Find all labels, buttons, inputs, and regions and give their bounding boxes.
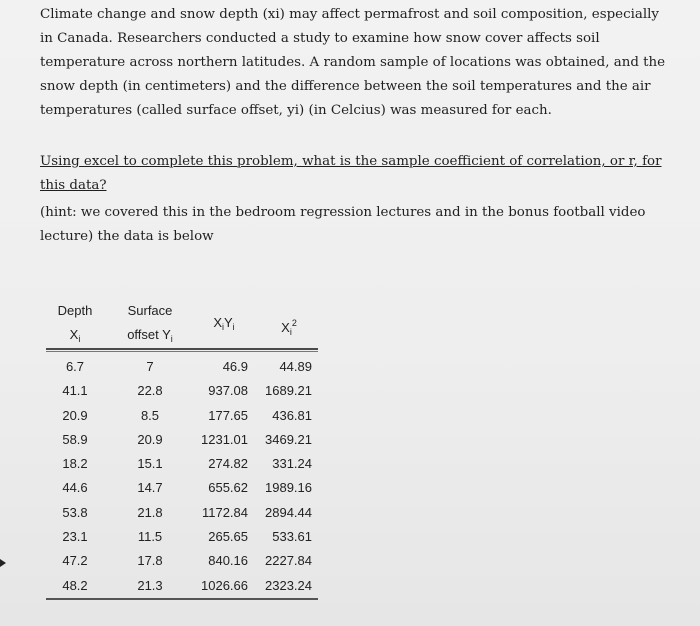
header-surface-var: offset $Y_i$ [127, 327, 173, 344]
cell-xy: 1026.66 [201, 577, 248, 593]
cell-depth: 23.1 [62, 529, 88, 545]
cell-x-squared: 3469.21 [265, 431, 312, 447]
table-row [46, 382, 318, 406]
cell-xy: 274.82 [208, 456, 248, 472]
cell-xy: 1231.01 [201, 431, 248, 447]
header-depth-label: Depth [57, 303, 93, 318]
cell-depth: 18.2 [62, 456, 88, 472]
table-row [46, 455, 318, 479]
problem-hint: (hint: we covered this in the bedroom regression lectures and in the bonus football video lecture) the data is below [40, 205, 646, 244]
cell-depth: 48.2 [62, 577, 88, 593]
cell-surface-offset: 21.8 [137, 504, 163, 520]
cell-surface-offset: 20.9 [137, 431, 163, 447]
cell-surface-offset: 15.1 [137, 456, 163, 472]
cell-x-squared: 533.61 [272, 529, 312, 545]
cell-xy: 265.65 [208, 529, 248, 545]
cell-surface-offset: 7 [146, 359, 154, 374]
header-depth [46, 299, 104, 351]
cell-xy: 840.16 [208, 553, 248, 569]
table-row [46, 528, 318, 552]
cell-xy: 655.62 [208, 480, 248, 496]
cell-depth: 6.7 [65, 359, 85, 374]
cell-xy: 46.9 [222, 359, 248, 374]
table-row [46, 431, 318, 455]
cell-depth: 41.1 [62, 383, 88, 399]
cell-surface-offset: 8.5 [140, 407, 160, 423]
edge-marker [0, 559, 6, 567]
header-rule [46, 348, 318, 352]
problem-question: Using excel to complete this problem, what is the sample coefficient of correlation, or r, for this data? [40, 154, 662, 193]
table-row [46, 407, 318, 431]
cell-x-squared: 2227.84 [265, 553, 312, 569]
cell-xy: 1172.84 [201, 504, 248, 520]
table-row [46, 358, 318, 382]
cell-x-squared: 1989.16 [265, 480, 312, 496]
cell-surface-offset: 22.8 [137, 383, 163, 399]
cell-depth: 47.2 [62, 553, 88, 569]
cell-xy: 937.08 [208, 383, 248, 399]
cell-x-squared: 436.81 [272, 407, 312, 423]
cell-depth: 53.8 [62, 504, 88, 520]
problem-intro: Climate change and snow depth (xi) may affect permafrost and soil composition, especially in Canada. Researchers conducted a study to examine how snow cover affects soil temperature across northern latitudes. A random sample of locations was obtained, and the snow depth (in centimeters) and the difference between the soil temperatures and the air temperatures (called surface offset, yi) (in Celcius) was measured for each. [40, 7, 666, 118]
cell-x-squared: 2894.44 [265, 504, 312, 520]
header-x-squared: $X_i^2$ [281, 318, 297, 337]
cell-x-squared: 2323.24 [265, 577, 312, 593]
table-row [46, 504, 318, 528]
cell-x-squared: 1689.21 [265, 383, 312, 399]
cell-x-squared: 331.24 [272, 456, 312, 472]
cell-surface-offset: 17.8 [137, 553, 163, 569]
table-header [46, 296, 318, 348]
cell-xy: 177.65 [208, 407, 248, 423]
header-xy: $X_iY_i$ [213, 315, 235, 332]
cell-depth: 58.9 [62, 431, 88, 447]
table-row [46, 552, 318, 576]
table-bottom-rule [46, 598, 318, 600]
cell-surface-offset: 21.3 [137, 577, 163, 593]
cell-depth: 20.9 [62, 407, 88, 423]
cell-surface-offset: 11.5 [137, 529, 163, 545]
table-body [46, 358, 318, 601]
data-table [46, 296, 318, 593]
table-row [46, 479, 318, 503]
header-surface-offset [118, 299, 182, 351]
header-depth-var: $X_i$ [69, 327, 81, 344]
cell-x-squared: 44.89 [279, 359, 312, 374]
cell-depth: 44.6 [62, 480, 88, 496]
header-surface-label: Surface [127, 303, 173, 318]
cell-surface-offset: 14.7 [137, 480, 163, 496]
